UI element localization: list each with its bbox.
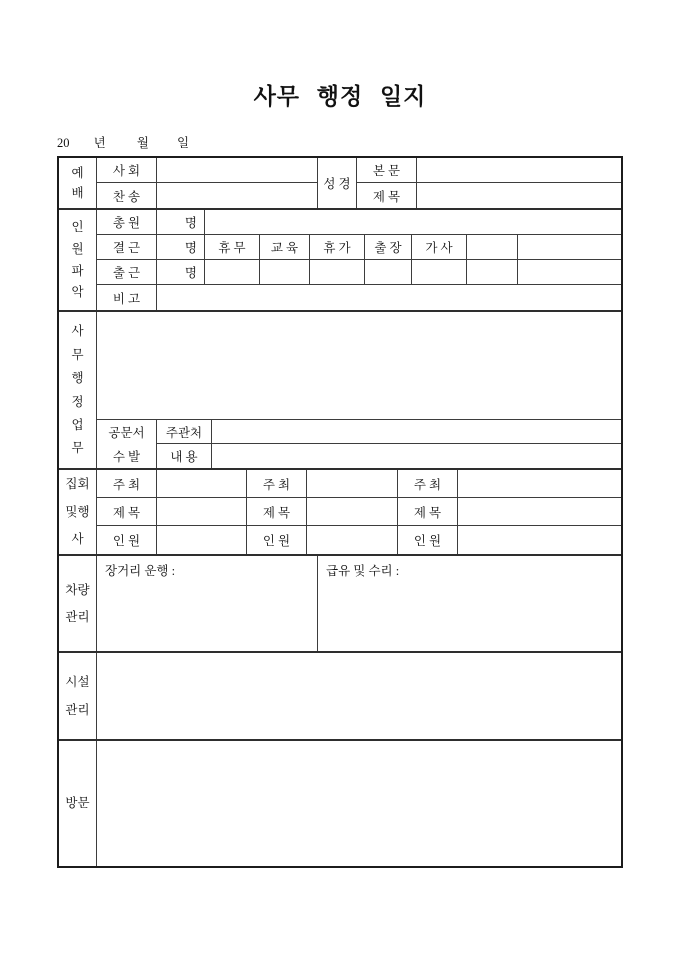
hymn-label: 찬 송 [97,183,157,208]
total-label: 총 원 [97,210,157,234]
bible-title-value-cell[interactable] [417,183,621,208]
present-count-unit[interactable]: 명 [157,260,205,284]
event1-title-value-cell[interactable] [157,498,247,525]
absent-count-unit[interactable]: 명 [157,235,205,259]
event2-personnel-value-cell[interactable] [307,526,398,554]
events-title-row [97,498,621,526]
worship-section [59,158,621,210]
fuel-repair-label: 급유 및 수리 : [326,564,400,578]
absence-type-family-label: 가 사 [412,235,467,259]
present-label: 출 근 [97,260,157,284]
documents-content-row [157,444,621,468]
moderator-value-cell[interactable] [157,158,318,182]
event3-personnel-label: 인 원 [398,526,458,554]
admin-work-section-header: 사 무 행 정 업 무 [59,312,97,468]
date-year-label: 년 [93,136,106,150]
documents-label: 공문서 수 발 [97,420,157,468]
absence-type-training-label: 교 육 [260,235,310,259]
document-content-label: 내 용 [157,444,212,468]
fuel-repair-cell[interactable] [318,556,621,651]
documents-office-row [157,420,621,444]
attendance-present-row [97,260,621,285]
long-distance-cell[interactable] [97,556,318,651]
worship-hymn-row [97,183,318,208]
absence-type-extra1-cell[interactable] [467,235,518,259]
event1-title-label: 제 목 [97,498,157,525]
managing-office-value-cell[interactable] [212,420,621,443]
facility-notes-area[interactable] [97,653,621,739]
absent-label: 결 근 [97,235,157,259]
worship-moderator-row [97,158,318,183]
date-day-label: 일 [177,136,190,150]
total-note-cell[interactable] [205,210,621,234]
visit-section [59,741,621,866]
event1-personnel-label: 인 원 [97,526,157,554]
vacation-count-cell[interactable] [310,260,365,284]
event2-host-label: 주 최 [247,470,307,497]
extra2-count-cell[interactable] [518,260,621,284]
bible-title-row [357,183,621,208]
event2-title-value-cell[interactable] [307,498,398,525]
event3-personnel-value-cell[interactable] [458,526,621,554]
document-content-value-cell[interactable] [212,444,621,468]
dayoff-count-cell[interactable] [205,260,260,284]
event2-personnel-label: 인 원 [247,526,307,554]
events-personnel-row [97,526,621,554]
date-month-label: 월 [136,136,149,150]
admin-work-section [59,312,621,470]
event3-title-label: 제 목 [398,498,458,525]
trip-count-cell[interactable] [365,260,412,284]
worship-section-header: 예 배 [59,158,97,208]
absence-type-extra2-cell[interactable] [518,235,621,259]
total-count-unit[interactable]: 명 [157,210,205,234]
date-prefix: 20 [57,136,70,150]
attendance-section-header: 인 원 파 악 [59,210,97,310]
note-label: 비 고 [97,285,157,310]
managing-office-label: 주관처 [157,420,212,443]
bible-text-value-cell[interactable] [417,158,621,182]
training-count-cell[interactable] [260,260,310,284]
attendance-absent-row [97,235,621,260]
event3-title-value-cell[interactable] [458,498,621,525]
visit-notes-area[interactable] [97,741,621,866]
hymn-value-cell[interactable] [157,183,318,208]
long-distance-label: 장거리 운행 : [105,564,176,578]
admin-notes-area[interactable] [97,312,621,419]
extra1-count-cell[interactable] [467,260,518,284]
daily-log-table [57,156,623,868]
absence-type-trip-label: 출 장 [365,235,412,259]
events-section-header: 집회 및행 사 [59,470,97,554]
official-documents-row [97,420,621,468]
event2-host-value-cell[interactable] [307,470,398,497]
bible-text-row [357,158,621,183]
bible-text-label: 본 문 [357,158,417,182]
admin-notes-row [97,312,621,420]
bible-label: 성 경 [318,158,357,208]
event3-host-value-cell[interactable] [458,470,621,497]
moderator-label: 사 회 [97,158,157,182]
bible-title-label: 제 목 [357,183,417,208]
attendance-section [59,210,621,312]
absence-type-vacation-label: 휴 가 [310,235,365,259]
event2-title-label: 제 목 [247,498,307,525]
events-section [59,470,621,556]
facility-section-header: 시설 관리 [59,653,97,739]
absence-type-dayoff-label: 휴 무 [205,235,260,259]
attendance-note-row [97,285,621,310]
vehicle-section-header: 차량 관리 [59,556,97,651]
visit-section-header: 방문 [59,741,97,866]
event3-host-label: 주 최 [398,470,458,497]
attendance-total-row [97,210,621,235]
event1-host-value-cell[interactable] [157,470,247,497]
event1-host-label: 주 최 [97,470,157,497]
event1-personnel-value-cell[interactable] [157,526,247,554]
note-value-cell[interactable] [157,285,621,310]
vehicle-section [59,556,621,653]
facility-section [59,653,621,741]
family-count-cell[interactable] [412,260,467,284]
page-title: 사무 행정 일지 [253,84,427,109]
date-line [57,133,189,151]
events-host-row [97,470,621,498]
